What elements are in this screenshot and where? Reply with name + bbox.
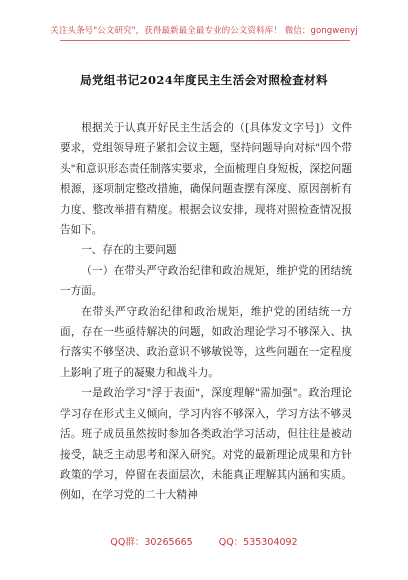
paragraph-intro: 根据关于认真开好民主生活会的（[具体发文字号]）文件要求，党组领导班子紧扣会议主题，坚持问题导向对标"四个带头"和意识形态责任制落实要求，全面梳理自身短板，深挖问题根源，逐项制定整改措施，确保问题查摆有深度、原因剖析有力度、整改举措有精度。根据会议安排，现将对照检查情况报告如下。	[60, 122, 352, 237]
footer-qq-group: QQ群：30265665	[110, 537, 193, 548]
document-title: 局党组书记2024年度民主生活会对照检查材料	[80, 73, 328, 87]
paragraph-body: 在带头严守政治纪律和政治规矩，维护党的团结统一方面，存在一些亟待解决的问题，如政治理论学习不够深入、执行落实不够坚决、政治意识不够敏锐等，这些问题在一定程度上影响了班子的凝聚力和战斗力。	[60, 305, 352, 379]
footer-contact	[0, 534, 408, 548]
subsection-heading: （一）在带头严守政治纪律和政治规矩，维护党的团结统一方面。	[60, 264, 352, 298]
footer-qq: QQ：535304092	[218, 537, 298, 548]
header-divider	[60, 40, 350, 41]
document-body	[60, 118, 352, 506]
section-heading: 一、存在的主要问题	[81, 244, 177, 257]
header-banner: 关注头条号"公文研究"，获得最新最全最专业的公文资料库！ 微信：gongwenyj	[50, 26, 358, 36]
paragraph-body: 一是政治学习"浮于表面"，深度理解"需加强"。政治理论学习存在形式主义倾向，学习内容不够深入，学习方法不够灵活。班子成员虽然按时参加各类政治学习活动，但往往是被动接受，缺乏主动思考和深入研究。对党的最新理论成果和方针政策的学习，停留在表面层次，未能真正理解其内涵和实质。例如，在学习党的二十大精神	[60, 387, 352, 502]
